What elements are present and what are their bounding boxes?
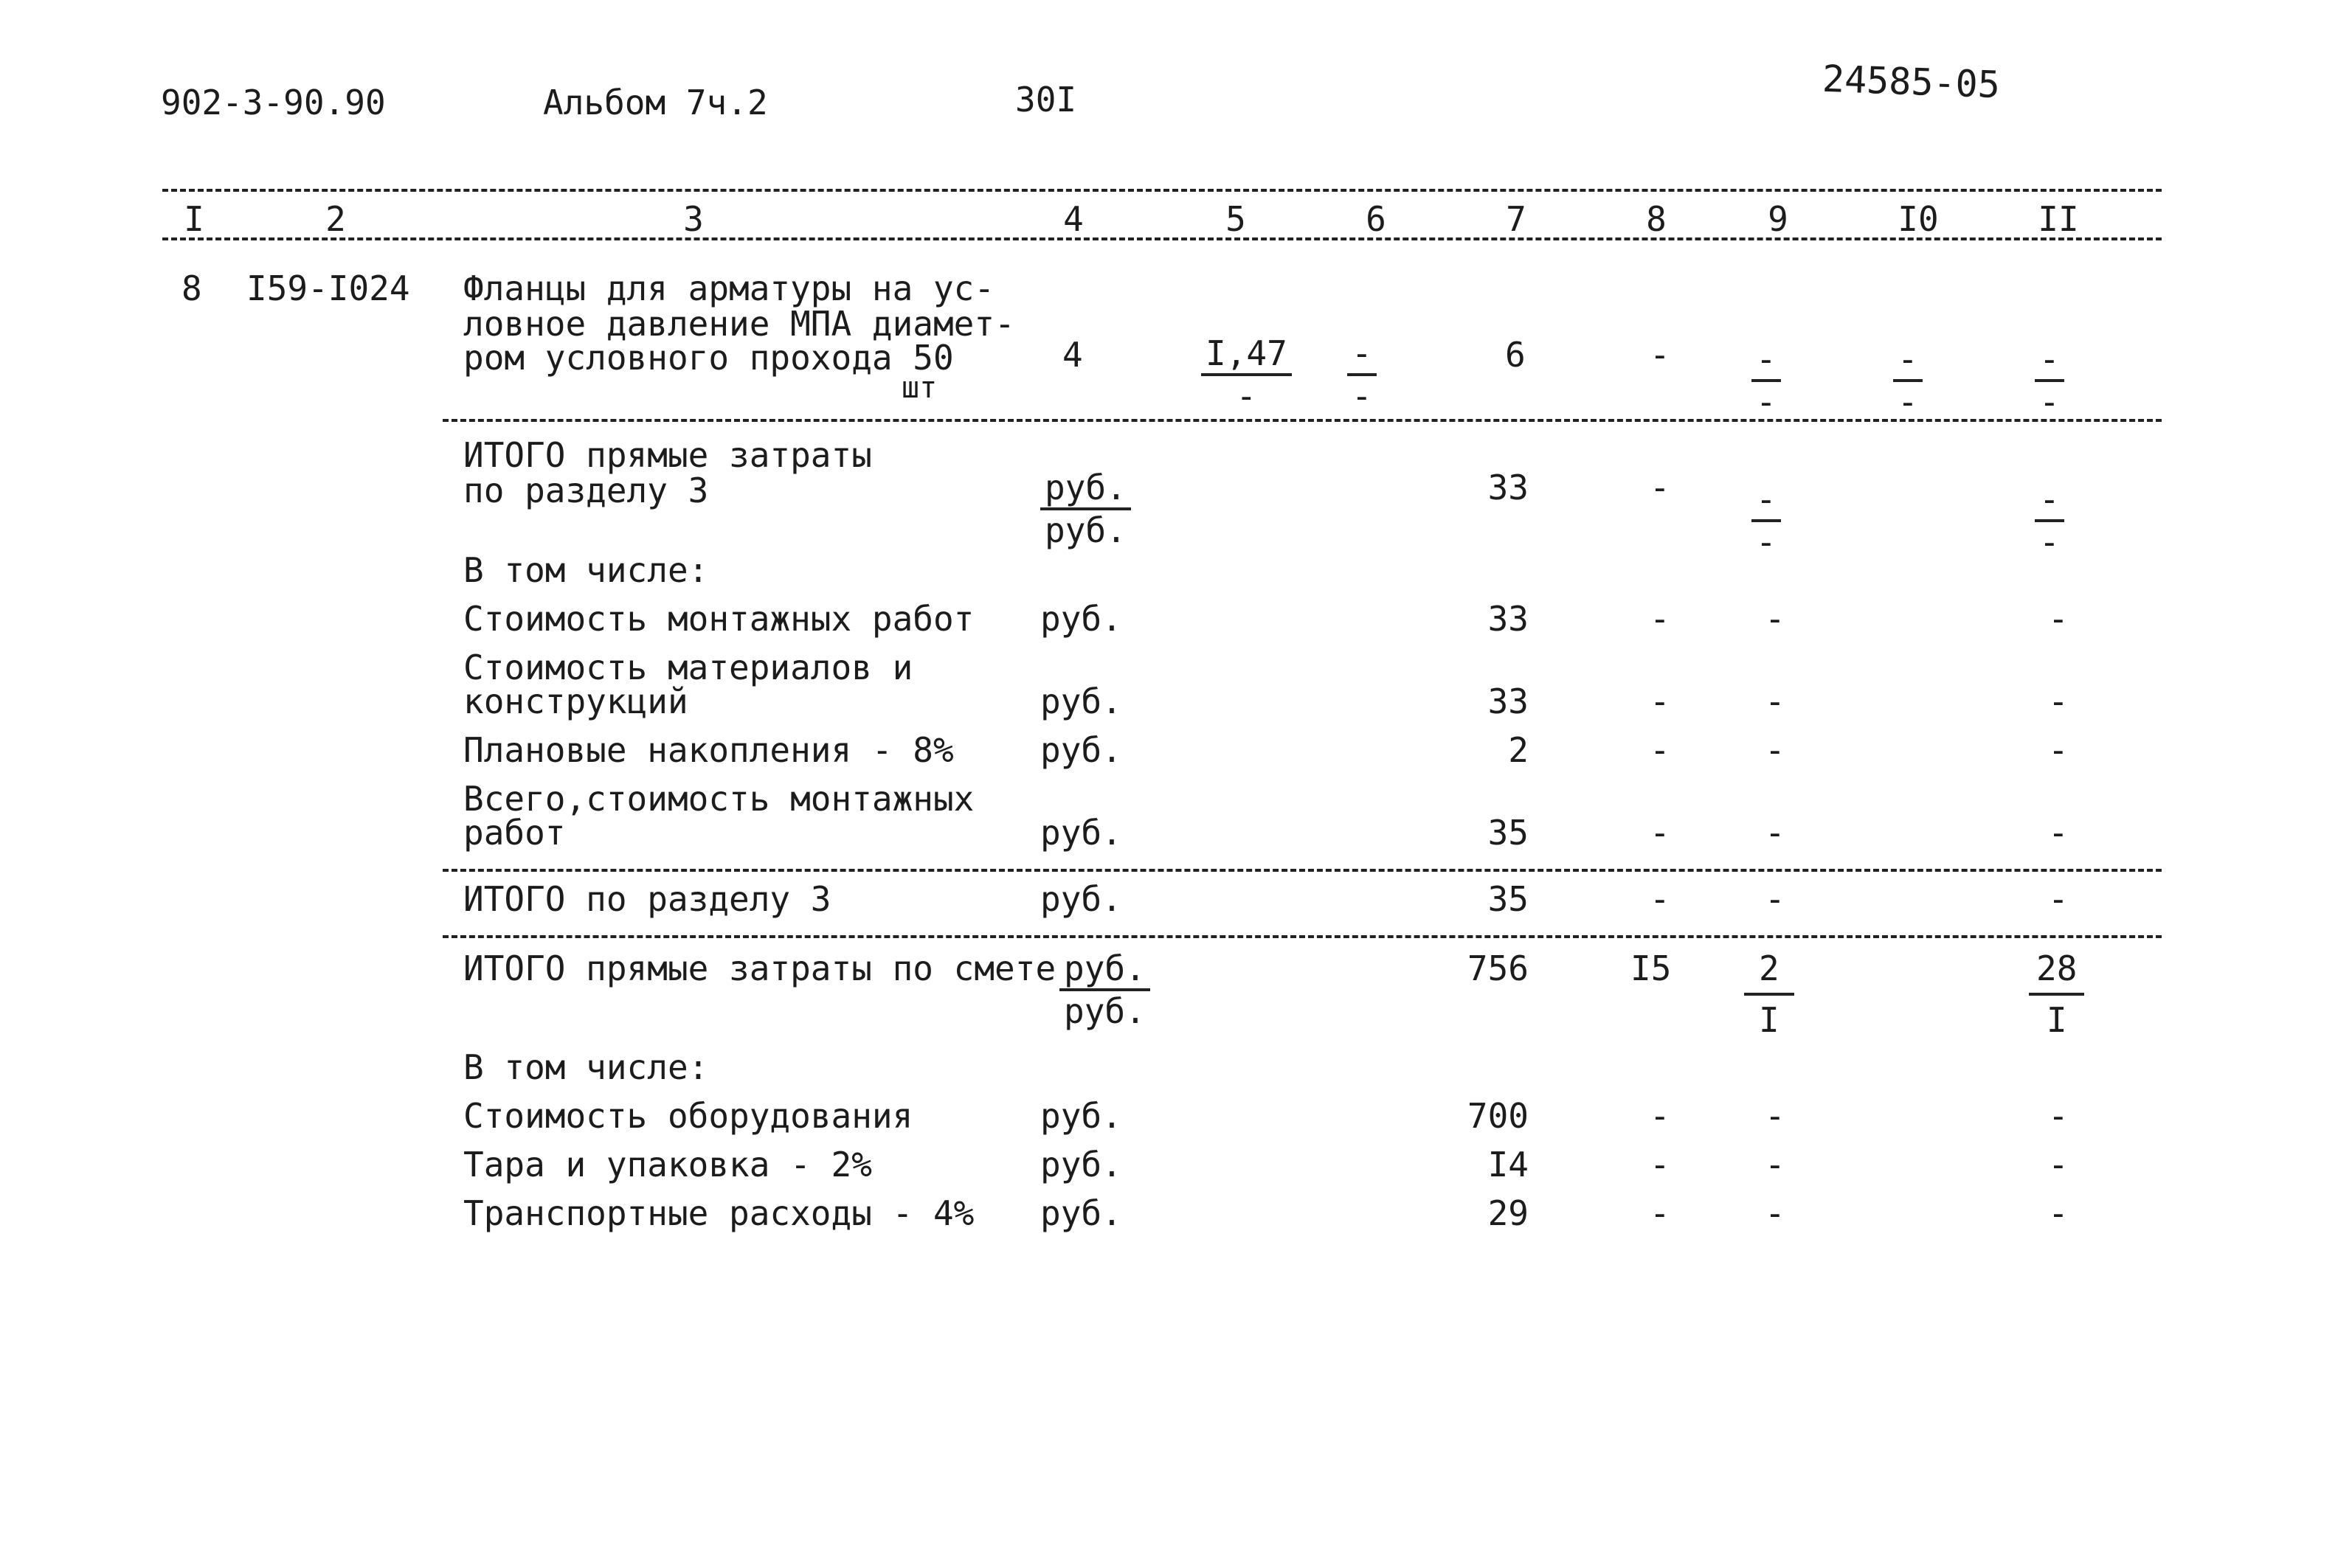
item-bottom-rule — [443, 419, 2162, 422]
estimate-row-col8: - — [1650, 1193, 1670, 1233]
estimate-total-col9-fraction — [1744, 948, 1794, 1040]
section-row-unit: руб. — [1040, 730, 1122, 770]
estimate-row-col11: - — [2048, 1096, 2069, 1136]
estimate-row-label: Транспортные расходы - 4% — [463, 1193, 975, 1233]
estimate-total-unit-num: руб. — [1059, 951, 1150, 991]
item-col6-num: - — [1347, 336, 1377, 376]
section-row-col11: - — [2048, 813, 2069, 853]
album-label: Альбом 7ч.2 — [543, 83, 768, 122]
section-total-col8: - — [1650, 468, 1670, 507]
item-col5-den: - — [1236, 376, 1257, 416]
section-final-label: ИТОГО по разделу 3 — [463, 879, 831, 919]
section-total-col7: 33 — [1487, 468, 1529, 507]
section-final-col7: 35 — [1487, 879, 1529, 919]
section-row-unit: руб. — [1040, 681, 1122, 721]
section-row-unit: руб. — [1040, 813, 1122, 853]
estimate-row-col11: - — [2048, 1193, 2069, 1233]
including-label: В том числе: — [463, 1047, 709, 1087]
estimate-row-unit: руб. — [1040, 1145, 1122, 1184]
estimate-total-col11-fraction — [2029, 948, 2084, 1040]
estimate-row-col8: - — [1650, 1096, 1670, 1136]
estimate-total-col11-den: I — [2046, 1000, 2067, 1040]
estimate-row-col9: - — [1765, 1096, 1785, 1136]
including-label: В том числе: — [463, 550, 709, 590]
col-header-1: I — [184, 199, 204, 239]
section-final-top-rule — [443, 869, 2162, 872]
section-row-col8: - — [1650, 730, 1670, 770]
section-total-col9-num: - — [1751, 482, 1781, 522]
section-row-col7: 2 — [1508, 730, 1529, 770]
section-final-unit: руб. — [1040, 879, 1122, 919]
estimate-row-label: Тара и упаковка - 2% — [463, 1145, 872, 1184]
estimate-row-col9: - — [1765, 1145, 1785, 1184]
item-col7: 6 — [1505, 335, 1526, 375]
section-row-col7: 35 — [1487, 813, 1529, 853]
item-col10-fraction — [1893, 339, 1923, 422]
page-number: 30I — [1015, 80, 1077, 119]
section-total-unit-num: руб. — [1040, 471, 1131, 510]
section-row-unit: руб. — [1040, 599, 1122, 639]
estimate-row-col7: 29 — [1487, 1193, 1529, 1233]
estimate-total-col9-den: I — [1759, 1000, 1779, 1040]
section-total-label: по разделу 3 — [463, 471, 709, 510]
section-final-col9: - — [1765, 879, 1785, 919]
col-header-2: 2 — [325, 199, 346, 239]
item-col9-den: - — [1756, 382, 1777, 422]
col-header-3: 3 — [683, 199, 704, 239]
estimate-row-col7: 700 — [1467, 1096, 1529, 1136]
estimate-total-col8: I5 — [1630, 948, 1672, 988]
section-total-col9-den: - — [1756, 522, 1777, 562]
estimate-total-col7: 756 — [1467, 948, 1529, 988]
item-desc-line: Фланцы для арматуры на ус- — [463, 268, 995, 308]
section-total-col11-den: - — [2039, 522, 2060, 562]
estimate-row-unit: руб. — [1040, 1193, 1122, 1233]
section-row-col9: - — [1765, 813, 1785, 853]
section-row-col11: - — [2048, 681, 2069, 721]
col-header-8: 8 — [1646, 199, 1667, 239]
section-total-col11-num: - — [2035, 482, 2064, 522]
estimate-row-unit: руб. — [1040, 1096, 1122, 1136]
col-header-10: I0 — [1898, 199, 1939, 239]
estimate-row-col7: I4 — [1487, 1145, 1529, 1184]
section-row-label: конструкций — [463, 681, 688, 721]
estimate-total-col9-num: 2 — [1744, 951, 1794, 996]
header-bottom-rule — [162, 237, 2162, 240]
item-col10-den: - — [1898, 382, 1918, 422]
section-row-col8: - — [1650, 813, 1670, 853]
section-row-label: работ — [463, 813, 566, 853]
item-col10-num: - — [1893, 342, 1923, 382]
col-header-5: 5 — [1225, 199, 1246, 239]
section-final-col8: - — [1650, 879, 1670, 919]
item-unit: шт — [902, 371, 938, 405]
item-col6-den: - — [1352, 376, 1372, 416]
col-header-6: 6 — [1366, 199, 1386, 239]
item-col11-num: - — [2035, 342, 2064, 382]
estimate-row-col8: - — [1650, 1145, 1670, 1184]
item-code: I59-I024 — [246, 268, 410, 308]
section-row-col9: - — [1765, 599, 1785, 639]
col-header-4: 4 — [1063, 199, 1084, 239]
estimate-total-label: ИТОГО прямые затраты по смете — [463, 948, 1056, 988]
section-total-col9-fraction — [1751, 479, 1781, 562]
col-header-7: 7 — [1506, 199, 1526, 239]
item-number: 8 — [181, 268, 202, 308]
section-row-col7: 33 — [1487, 599, 1529, 639]
section-final-col11: - — [2048, 879, 2069, 919]
inventory-stamp: 24585-05 — [1822, 57, 2001, 107]
item-col8: - — [1650, 335, 1670, 375]
item-col11-den: - — [2039, 382, 2060, 422]
item-col6-fraction — [1347, 333, 1377, 416]
section-row-col9: - — [1765, 681, 1785, 721]
estimate-total-unit-den: руб. — [1064, 991, 1146, 1031]
col-header-11: II — [2038, 199, 2079, 239]
section-row-col11: - — [2048, 730, 2069, 770]
section-row-col8: - — [1650, 681, 1670, 721]
item-desc-line: ром условного прохода 50 — [463, 338, 954, 378]
estimate-row-col11: - — [2048, 1145, 2069, 1184]
section-row-col8: - — [1650, 599, 1670, 639]
estimate-total-top-rule — [443, 935, 2162, 938]
section-total-unit-den: руб. — [1045, 510, 1127, 550]
col-header-9: 9 — [1768, 199, 1788, 239]
section-row-label: Стоимость монтажных работ — [463, 599, 975, 639]
doc-code: 902-3-90.90 — [161, 83, 386, 122]
item-col5-fraction — [1201, 333, 1292, 416]
section-row-col7: 33 — [1487, 681, 1529, 721]
item-col9-fraction — [1751, 339, 1781, 422]
section-row-label: Всего,стоимость монтажных — [463, 779, 975, 819]
estimate-total-col11-num: 28 — [2029, 951, 2084, 996]
section-row-label: Стоимость материалов и — [463, 648, 913, 687]
item-col5-num: I,47 — [1201, 336, 1292, 376]
section-row-col11: - — [2048, 599, 2069, 639]
estimate-total-unit-fraction — [1059, 948, 1150, 1031]
section-total-label: ИТОГО прямые затраты — [463, 435, 872, 475]
item-desc-line: ловное давление МПА диамет- — [463, 304, 1015, 344]
section-total-unit-fraction — [1040, 468, 1131, 550]
item-col11-fraction — [2035, 339, 2064, 422]
section-total-col11-fraction — [2035, 479, 2064, 562]
item-col9-num: - — [1751, 342, 1781, 382]
section-row-col9: - — [1765, 730, 1785, 770]
header-top-rule — [162, 189, 2162, 192]
estimate-row-label: Стоимость оборудования — [463, 1096, 913, 1136]
estimate-row-col9: - — [1765, 1193, 1785, 1233]
item-col4: 4 — [1062, 335, 1083, 375]
section-row-label: Плановые накопления - 8% — [463, 730, 954, 770]
